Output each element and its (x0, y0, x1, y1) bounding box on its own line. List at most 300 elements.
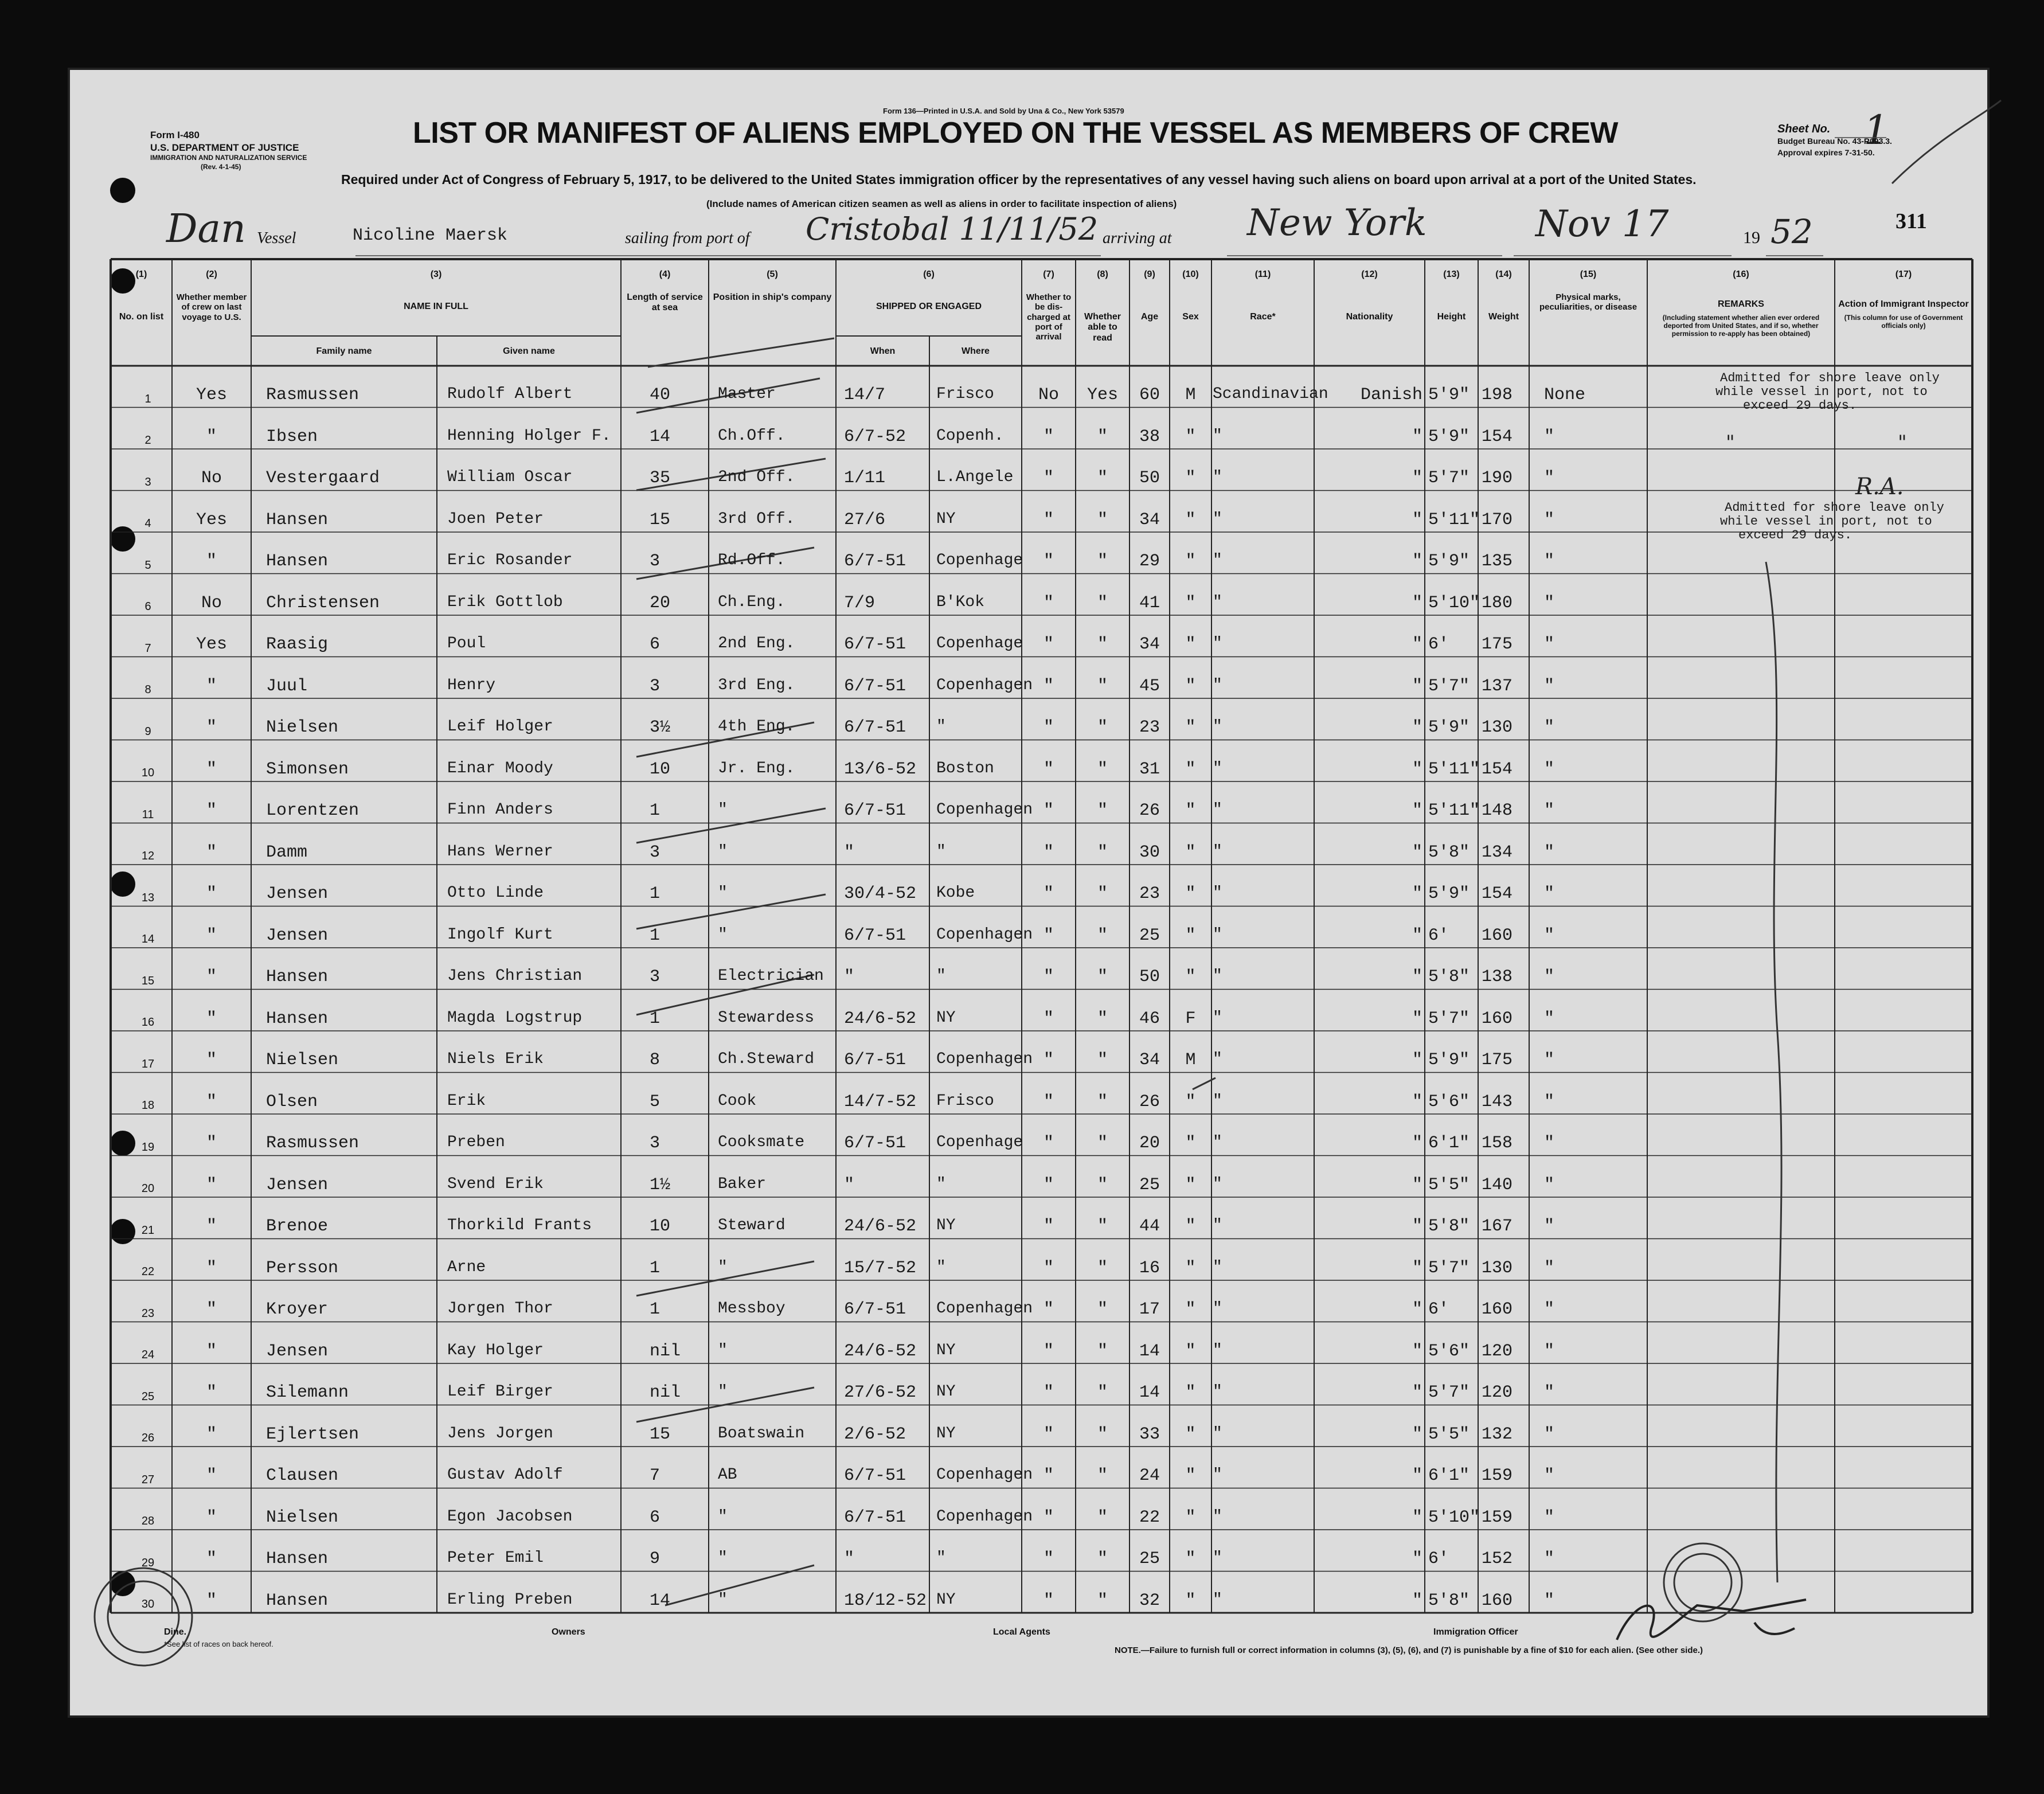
cell-disch: " (1043, 676, 1054, 696)
column-header: No. on list (119, 312, 164, 322)
cell-sex: " (1185, 1466, 1196, 1486)
row-number: 6 (144, 600, 151, 613)
cell-height: 5'5" (1428, 1175, 1470, 1195)
cell-height: 5'7" (1428, 468, 1470, 488)
cell-age: 14 (1139, 1383, 1160, 1402)
cell-marks: " (1544, 1549, 1555, 1569)
cell-sex: " (1185, 1217, 1196, 1236)
cell-position: " (718, 842, 728, 861)
cell-read: " (1097, 1175, 1108, 1195)
cell-last: " (206, 1009, 217, 1029)
column-number: (9) (1144, 269, 1155, 279)
sailing-label: sailing from port of (625, 229, 750, 247)
cell-last: " (206, 967, 217, 987)
cell-weight: 130 (1482, 718, 1513, 737)
row-number: 21 (141, 1224, 155, 1237)
cell-last: No (201, 593, 222, 613)
cell-read: " (1097, 1092, 1108, 1112)
cell-read: " (1097, 468, 1108, 488)
cell-service: 10 (650, 1217, 671, 1236)
cell-read: " (1097, 1300, 1108, 1319)
cell-age: 17 (1139, 1300, 1160, 1319)
cell-last: " (206, 1341, 217, 1361)
cell-sex: " (1185, 1258, 1196, 1278)
cell-service: 10 (650, 759, 671, 779)
cell-given: Erik (447, 1092, 486, 1110)
cell-position: " (718, 1507, 728, 1526)
cell-race: " (1213, 884, 1222, 902)
cell-last: " (206, 1050, 217, 1070)
cell-sex: " (1185, 1549, 1196, 1569)
cell-nat: " (1412, 1466, 1422, 1486)
cell-last: " (206, 676, 217, 696)
cell-family: Nielsen (266, 718, 339, 737)
cell-age: 25 (1139, 925, 1160, 945)
cell-race: " (1213, 1341, 1222, 1359)
cell-disch: " (1043, 427, 1054, 447)
cell-when: 6/7-51 (844, 635, 906, 654)
column-header: Race* (1250, 312, 1276, 322)
cell-where: Copenhagen (936, 1300, 1033, 1318)
column-number: (5) (767, 269, 778, 279)
cell-given: Jorgen Thor (447, 1300, 553, 1318)
cell-nat: " (1412, 925, 1422, 945)
cell-age: 50 (1139, 967, 1160, 987)
cell-age: 33 (1139, 1424, 1160, 1444)
sheet-label: Sheet No. (1777, 123, 1831, 135)
cell-last: " (206, 1466, 217, 1486)
cell-disch: " (1043, 1134, 1054, 1153)
cell-position: Ch.Off. (718, 427, 785, 445)
budget-number: Budget Bureau No. 43-R093.3. (1777, 136, 1892, 146)
column-number: (2) (206, 269, 217, 279)
row-number: 28 (141, 1515, 155, 1527)
subheader-where: Where (962, 346, 990, 356)
cell-race: " (1213, 1507, 1222, 1526)
cell-where: " (936, 1175, 946, 1193)
cell-race: " (1213, 1300, 1222, 1318)
cell-read: " (1097, 884, 1108, 904)
cell-height: 5'7" (1428, 676, 1470, 696)
inspector-initials: R.A. (1855, 474, 1904, 500)
cell-where: NY (936, 1341, 956, 1359)
cell-family: Hansen (266, 1009, 329, 1029)
cell-height: 5'6" (1428, 1341, 1470, 1361)
footer-owners: Owners (552, 1627, 585, 1637)
cell-service: 7 (650, 1466, 661, 1486)
cell-sex: " (1185, 884, 1196, 904)
cell-weight: 143 (1482, 1092, 1513, 1112)
cell-marks: " (1544, 801, 1555, 820)
cell-weight: 154 (1482, 427, 1513, 447)
column-number: (7) (1043, 269, 1054, 279)
cell-position: " (718, 884, 728, 902)
cell-race: " (1213, 427, 1222, 445)
cell-marks: " (1544, 1258, 1555, 1278)
cell-weight: 154 (1482, 759, 1513, 779)
cell-weight: 134 (1482, 842, 1513, 862)
cell-marks: " (1544, 967, 1555, 987)
cell-age: 45 (1139, 676, 1160, 696)
arriving-port: New York (1247, 202, 1427, 244)
cell-given: Poul (447, 635, 486, 652)
cell-sex: " (1185, 510, 1196, 530)
cell-read: " (1097, 842, 1108, 862)
cell-service: 6 (650, 635, 661, 654)
column-header: Length of service at sea (627, 292, 703, 313)
cell-when: 6/7-51 (844, 1300, 906, 1319)
cell-family: Ejlertsen (266, 1424, 359, 1444)
cell-nat: " (1412, 510, 1422, 530)
cell-where: NY (936, 1383, 956, 1401)
cell-height: 6'1" (1428, 1134, 1470, 1153)
cell-weight: 130 (1482, 1258, 1513, 1278)
column-subheader: (This column for use of Government officials only) (1844, 314, 1963, 330)
cell-given: Magda Logstrup (447, 1009, 583, 1027)
cell-height: 5'11" (1428, 759, 1480, 779)
cell-sex: " (1185, 1424, 1196, 1444)
cell-where: Copenhagen (936, 1507, 1033, 1526)
cell-sex: " (1185, 718, 1196, 737)
column-number: (15) (1580, 269, 1597, 279)
cell-where: NY (936, 1217, 956, 1234)
cell-weight: 198 (1482, 385, 1513, 405)
cell-family: Hansen (266, 552, 329, 571)
cell-marks: " (1544, 1092, 1555, 1112)
row-number: 23 (141, 1307, 155, 1320)
cell-race: " (1213, 1050, 1222, 1068)
cell-given: Jens Christian (447, 967, 583, 985)
cell-service: 5 (650, 1092, 661, 1112)
cell-family: Simonsen (266, 759, 349, 779)
service: IMMIGRATION AND NATURALIZATION SERVICE (150, 154, 307, 162)
footer-note: NOTE.—Failure to furnish full or correct information in columns (3), (5), (6), and (7) is punishable by a fine of $10 for each alien. (See other side.) (1115, 1646, 1703, 1655)
cell-when: 2/6-52 (844, 1424, 906, 1444)
cell-sex: " (1185, 427, 1196, 447)
cell-when: 6/7-51 (844, 1134, 906, 1153)
cell-where: Copenhagen (936, 801, 1033, 819)
cell-service: 9 (650, 1549, 661, 1569)
cell-service: 1 (650, 1009, 661, 1029)
cell-last: " (206, 759, 217, 779)
cell-given: Arne (447, 1258, 486, 1276)
cell-family: Clausen (266, 1466, 339, 1486)
cell-position: 3rd Eng. (718, 676, 795, 694)
cell-where: " (936, 842, 946, 861)
cell-read: " (1097, 801, 1108, 820)
column-header: SHIPPED OR ENGAGED (876, 302, 982, 311)
cell-age: 26 (1139, 1092, 1160, 1112)
year-prefix: 19 (1743, 228, 1760, 247)
cell-where: Copenhage (936, 635, 1023, 652)
column-header: Position in ship's company (713, 292, 832, 302)
cell-family: Jensen (266, 925, 329, 945)
row-number: 14 (141, 933, 155, 945)
arriving-label: arriving at (1103, 229, 1172, 247)
cell-height: 5'8" (1428, 1217, 1470, 1236)
cell-disch: " (1043, 510, 1054, 530)
cell-race: " (1213, 925, 1222, 944)
column-header: Age (1140, 312, 1159, 322)
cell-nat: " (1412, 552, 1422, 571)
cell-where: NY (936, 1590, 956, 1609)
column-header: REMARKS (1718, 299, 1764, 309)
cell-marks: " (1544, 1341, 1555, 1361)
cell-marks: " (1544, 635, 1555, 654)
cell-family: Rasmussen (266, 385, 359, 405)
subtitle: Required under Act of Congress of February 5, 1917, to be delivered to the United States immigration officer by the representatives of any vessel having such aliens on board upon arrival at a port of the United States. (341, 172, 1697, 187)
cell-weight: 148 (1482, 801, 1513, 820)
cell-given: Leif Holger (447, 718, 553, 736)
cell-sex: " (1185, 1300, 1196, 1319)
cell-position: Electrician (718, 967, 824, 985)
cell-where: " (936, 1258, 946, 1276)
cell-marks: " (1544, 718, 1555, 737)
cell-race: " (1213, 1134, 1222, 1151)
cell-height: 6' (1428, 635, 1449, 654)
cell-position: Stewardess (718, 1009, 815, 1027)
cell-disch: " (1043, 1507, 1054, 1527)
cell-weight: 140 (1482, 1175, 1513, 1195)
cell-marks: None (1544, 385, 1586, 405)
cell-marks: " (1544, 1300, 1555, 1319)
cell-sex: " (1185, 1383, 1196, 1402)
form-number: Form I-480 (150, 130, 200, 140)
cell-service: 20 (650, 593, 671, 613)
cell-when: 27/6-52 (844, 1383, 917, 1402)
cell-disch: " (1043, 468, 1054, 488)
cell-nat: " (1412, 759, 1422, 779)
cell-service: 14 (650, 1590, 671, 1611)
cell-last: " (206, 1507, 217, 1527)
cell-given: Joen Peter (447, 510, 544, 528)
cell-position: Baker (718, 1175, 767, 1193)
cell-age: 23 (1139, 884, 1160, 904)
footer-race-note: *See list of races on back hereof. (164, 1640, 273, 1648)
row-number: 11 (142, 808, 154, 821)
cell-position: 2nd Eng. (718, 635, 795, 652)
cell-given: Gustav Adolf (447, 1466, 563, 1484)
cell-where: Frisco (936, 385, 994, 403)
row-number: 12 (141, 850, 155, 862)
revision: (Rev. 4-1-45) (201, 163, 241, 171)
cell-nat: " (1412, 468, 1422, 488)
cell-age: 22 (1139, 1507, 1160, 1527)
cell-nat: " (1412, 1217, 1422, 1236)
cell-position: " (718, 1341, 728, 1359)
cell-family: Damm (266, 842, 308, 862)
cell-nat: " (1412, 1549, 1422, 1569)
cell-last: " (206, 552, 217, 571)
cell-age: 14 (1139, 1341, 1160, 1361)
cell-last: Yes (196, 385, 227, 405)
cell-sex: " (1185, 676, 1196, 696)
cell-nat: " (1412, 1175, 1422, 1195)
cell-age: 34 (1139, 1050, 1160, 1070)
page-number: 311 (1896, 209, 1927, 233)
cell-given: Ingolf Kurt (447, 925, 553, 944)
cell-marks: " (1544, 1175, 1555, 1195)
cell-weight: 120 (1482, 1383, 1513, 1402)
row-number: 15 (141, 974, 155, 987)
cell-family: Hansen (266, 967, 329, 987)
cell-position: " (718, 925, 728, 944)
cell-given: Henning Holger F. (447, 427, 611, 445)
row-number: 3 (144, 475, 151, 488)
cell-position: Boatswain (718, 1424, 805, 1443)
cell-last: No (201, 468, 222, 488)
cell-disch: " (1043, 1175, 1054, 1195)
row-number: 7 (144, 642, 151, 655)
cell-age: 34 (1139, 635, 1160, 654)
cell-family: Nielsen (266, 1050, 339, 1070)
cell-service: 6 (650, 1507, 661, 1527)
cell-position: " (718, 801, 728, 819)
cell-given: Henry (447, 676, 496, 694)
remarks-line: while vessel in port, not to (1720, 514, 1932, 529)
cell-when: 14/7-52 (844, 1092, 917, 1112)
cell-service: 3 (650, 676, 661, 696)
cell-read: Yes (1087, 385, 1118, 405)
cell-marks: " (1544, 1507, 1555, 1527)
cell-last: " (206, 1590, 217, 1611)
vessel-label: Vessel (257, 229, 296, 247)
cell-position: 3rd Off. (718, 510, 795, 528)
cell-sex: " (1185, 842, 1196, 862)
cell-sex: " (1185, 1507, 1196, 1527)
cell-weight: 138 (1482, 967, 1513, 987)
cell-when: 15/7-52 (844, 1258, 917, 1278)
row-number: 4 (144, 517, 151, 530)
cell-disch: " (1043, 1341, 1054, 1361)
cell-race: " (1213, 676, 1222, 694)
cell-nat: Danish (1360, 385, 1422, 405)
remarks-line: exceed 29 days. (1738, 528, 1853, 542)
cell-last: " (206, 801, 217, 820)
cell-given: Kay Holger (447, 1341, 544, 1359)
cell-height: 5'9" (1428, 385, 1470, 405)
cell-when: 24/6-52 (844, 1009, 917, 1029)
cell-read: " (1097, 759, 1108, 779)
cell-family: Jensen (266, 1341, 329, 1361)
cell-height: 5'8" (1428, 1590, 1470, 1611)
cell-nat: " (1412, 593, 1422, 613)
cell-last: " (206, 1175, 217, 1195)
cell-family: Hansen (266, 1590, 329, 1611)
cell-race: " (1213, 1217, 1222, 1234)
cell-height: 5'11" (1428, 801, 1480, 820)
cell-when: 6/7-52 (844, 427, 906, 447)
cell-where: " (936, 967, 946, 985)
cell-disch: " (1043, 1549, 1054, 1569)
cell-where: L.Angele (936, 468, 1014, 486)
cell-nat: " (1412, 427, 1422, 447)
cell-family: Juul (266, 676, 308, 696)
cell-position: 2nd Off. (718, 468, 795, 486)
cell-nat: " (1412, 718, 1422, 737)
cell-marks: " (1544, 1009, 1555, 1029)
row-number: 27 (141, 1473, 155, 1486)
cell-read: " (1097, 593, 1108, 613)
cell-where: Frisco (936, 1092, 994, 1110)
column-number: (8) (1097, 269, 1108, 279)
cell-sex: " (1185, 1341, 1196, 1361)
cell-nat: " (1412, 967, 1422, 987)
cell-when: 6/7-51 (844, 1507, 906, 1527)
cell-given: Preben (447, 1134, 505, 1151)
cell-family: Jensen (266, 884, 329, 904)
cell-position: " (718, 1258, 728, 1276)
cell-where: " (936, 1549, 946, 1567)
cell-age: 29 (1139, 552, 1160, 571)
cell-disch: " (1043, 718, 1054, 737)
cell-marks: " (1544, 510, 1555, 530)
cell-read: " (1097, 1507, 1108, 1527)
row-number: 17 (141, 1057, 155, 1070)
cell-disch: " (1043, 884, 1054, 904)
cell-position: Ch.Eng. (718, 593, 785, 611)
row-number: 13 (141, 891, 155, 904)
cell-last: " (206, 884, 217, 904)
cell-race: " (1213, 718, 1222, 736)
cell-read: " (1097, 1050, 1108, 1070)
cell-nat: " (1412, 1300, 1422, 1319)
cell-race: " (1213, 801, 1222, 819)
cell-service: 3 (650, 842, 661, 862)
cell-given: Erling Preben (447, 1590, 573, 1609)
cell-height: 5'11" (1428, 510, 1480, 530)
cell-given: Egon Jacobsen (447, 1507, 573, 1526)
cell-when: " (844, 842, 855, 862)
cell-weight: 137 (1482, 676, 1513, 696)
cell-when: 7/9 (844, 593, 876, 613)
cell-read: " (1097, 1009, 1108, 1029)
cell-race: " (1213, 1009, 1222, 1027)
cell-where: Copenhagen (936, 1466, 1033, 1484)
column-number: (6) (923, 269, 935, 279)
remarks-ditto: " (1726, 431, 1735, 454)
cell-sex: F (1185, 1009, 1196, 1029)
column-number: (14) (1495, 269, 1512, 279)
cell-weight: 120 (1482, 1341, 1513, 1361)
cell-height: 5'10" (1428, 593, 1480, 613)
cell-family: Vestergaard (266, 468, 380, 488)
cell-weight: 160 (1482, 925, 1513, 945)
cell-disch: " (1043, 635, 1054, 654)
cell-where: NY (936, 510, 956, 528)
row-number: 10 (141, 767, 155, 779)
remarks-line: Admitted for shore leave only (1725, 501, 1944, 515)
cell-age: 26 (1139, 801, 1160, 820)
cell-height: 5'8" (1428, 967, 1470, 987)
cell-nat: " (1412, 1424, 1422, 1444)
cell-weight: 135 (1482, 552, 1513, 571)
cell-read: " (1097, 925, 1108, 945)
column-header: NAME IN FULL (404, 302, 468, 311)
column-header: Nationality (1346, 312, 1393, 322)
arrival-date: Nov 17 (1535, 203, 1669, 245)
remarks-line: while vessel in port, not to (1715, 385, 1928, 399)
cell-marks: " (1544, 1217, 1555, 1236)
column-header: Action of Immigrant Inspector (1838, 299, 1969, 309)
cell-age: 38 (1139, 427, 1160, 447)
cell-disch: No (1038, 385, 1059, 405)
cell-when: " (844, 967, 855, 987)
cell-age: 60 (1139, 385, 1160, 405)
subheader-when: When (870, 346, 896, 356)
row-number: 26 (141, 1432, 155, 1444)
cell-service: nil (650, 1341, 681, 1361)
